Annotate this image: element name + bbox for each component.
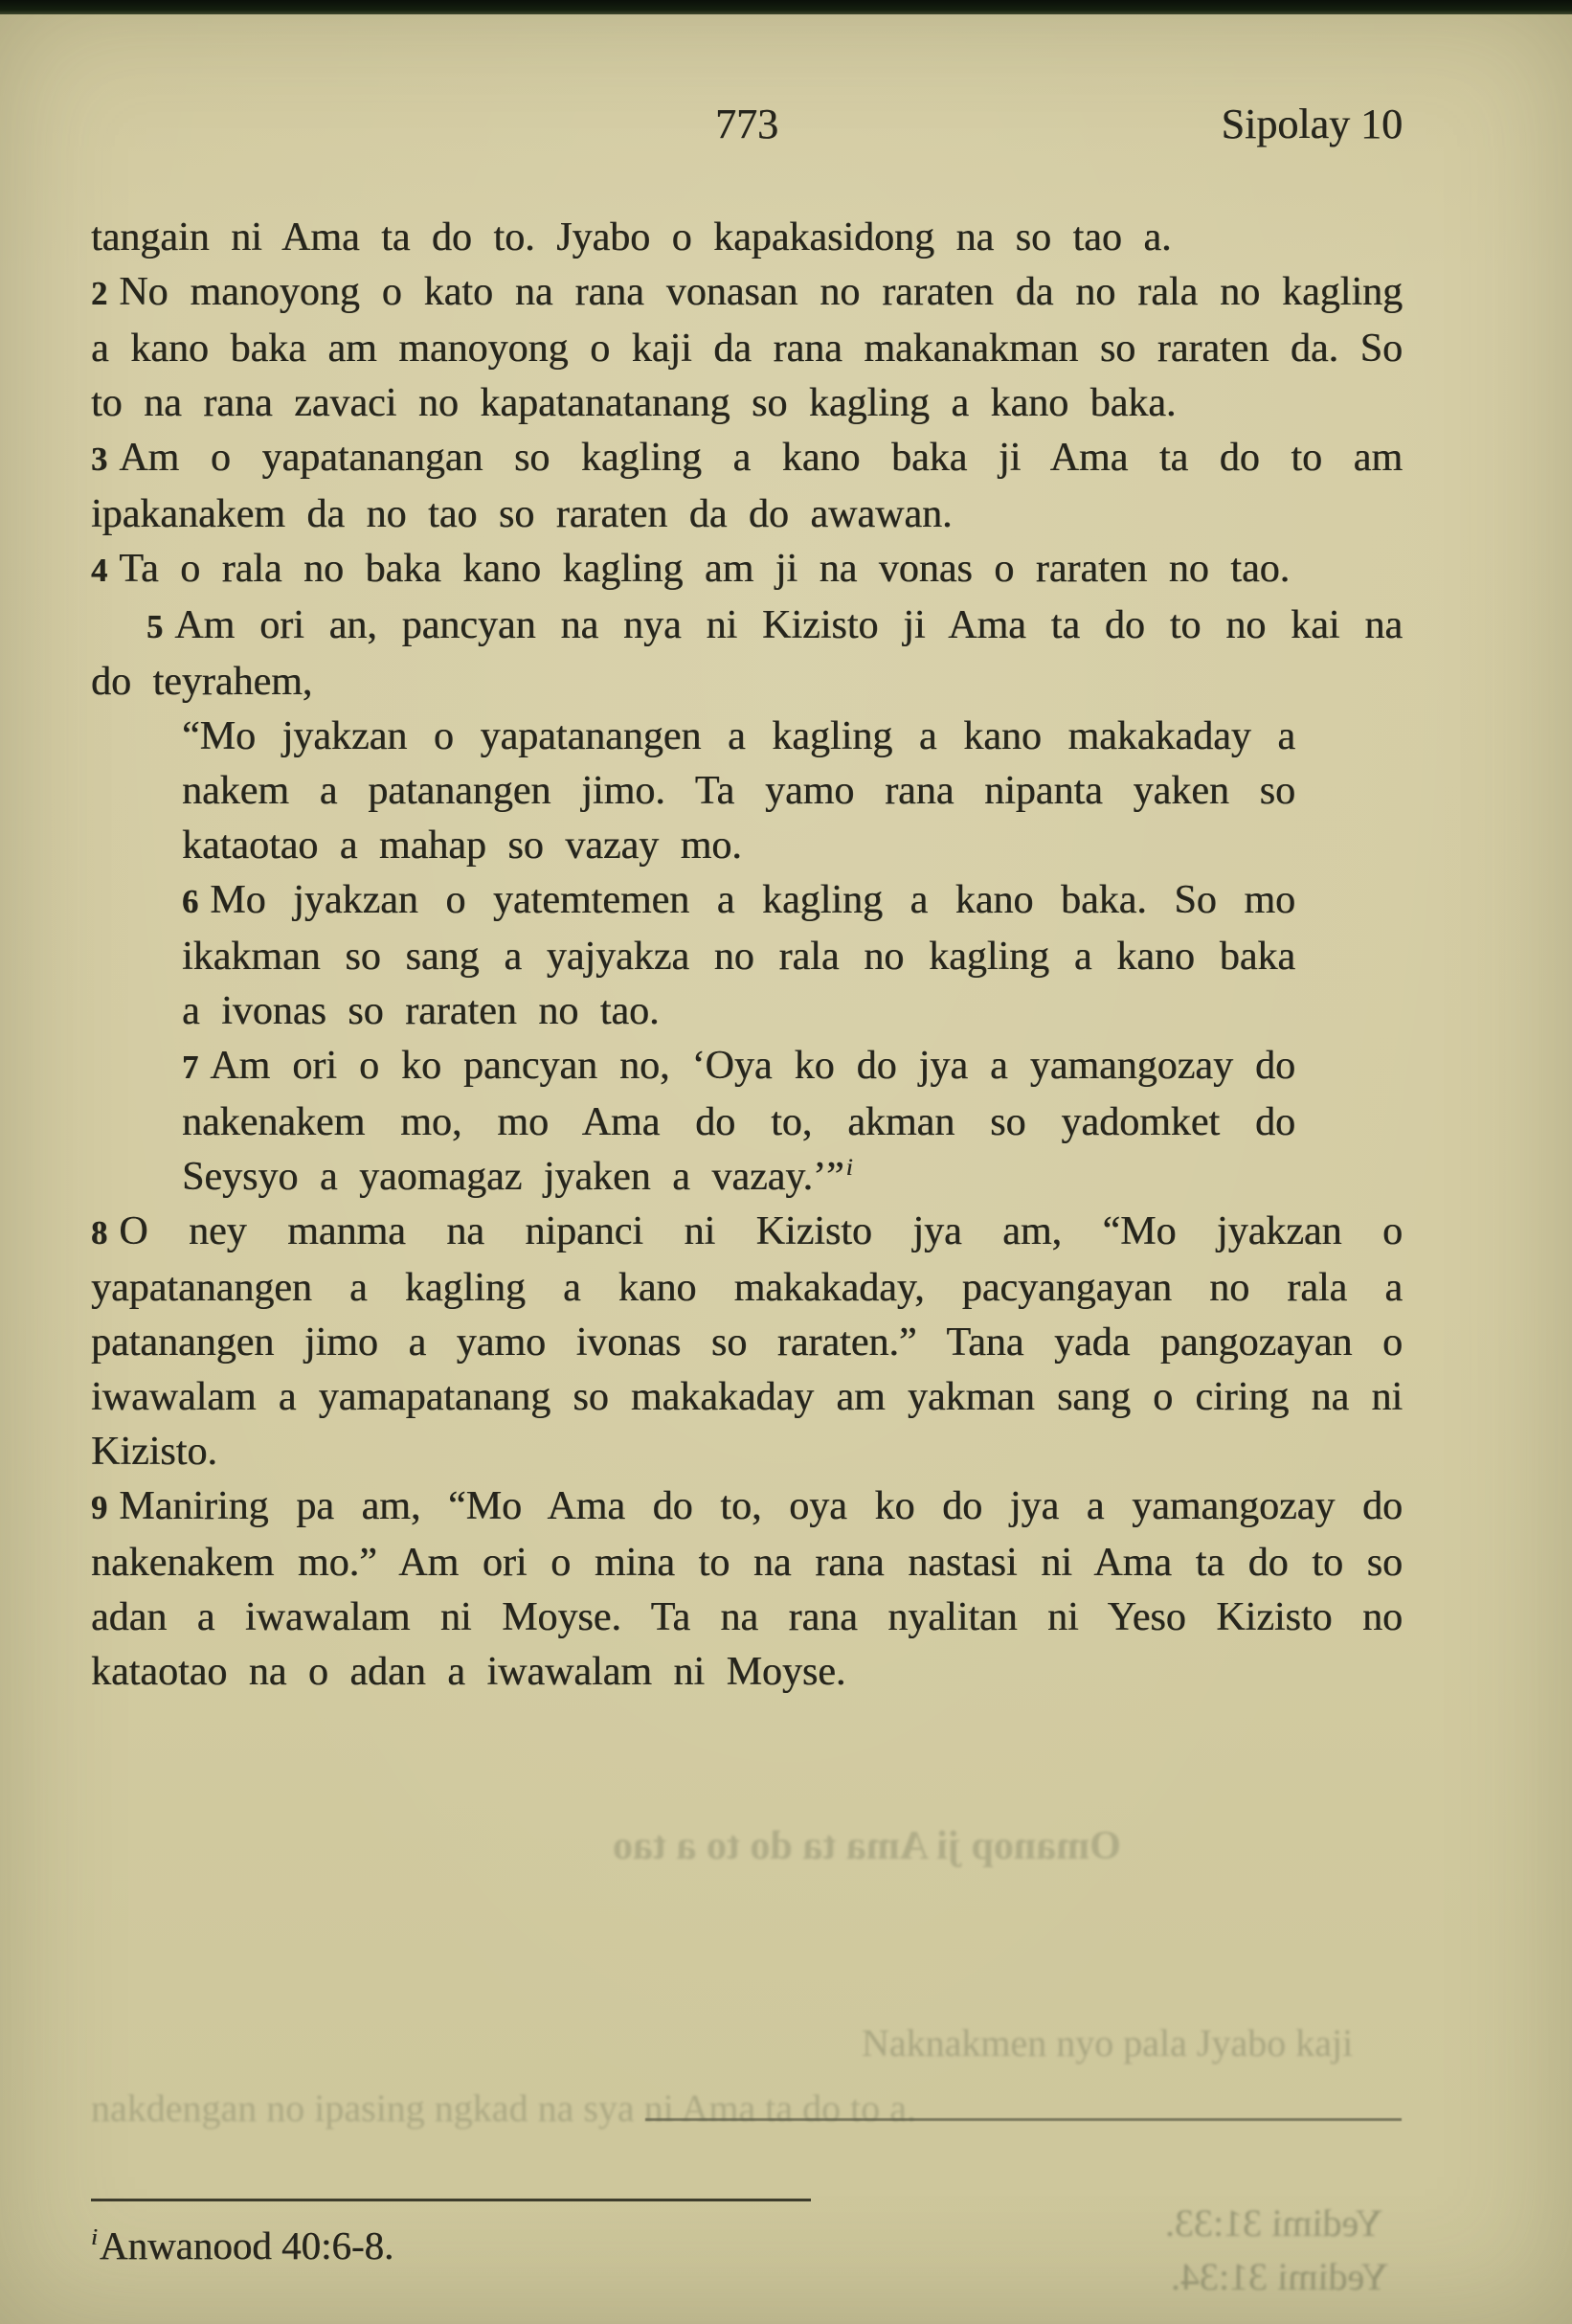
scan-edge-bar: [0, 0, 1572, 14]
verse-text: Am ori an, pancyan na nya ni Kizisto ji Ama ta do to no kai na do teyrahem,: [91, 603, 1403, 704]
verse-text: “Mo jyakzan o yapatanangen a kagling a kano makakaday a nakem a patanangen jimo. Ta yamo rana nipanta yaken so kataotao a mahap so vazay mo.: [182, 714, 1295, 868]
verse-number: 9: [91, 1490, 108, 1526]
page-header: [91, 100, 1403, 157]
bleed-through-rule: [645, 2118, 1402, 2121]
verse-number: 7: [182, 1049, 199, 1086]
verse-text: O ney manma na nipanci ni Kizisto jya am, “Mo jyakzan o yapatanangen a kagling a kano makakaday, pacyangayan no rala a patanangen jimo a yamo ivonas so raraten.” Tana yada pangozayan o iwawalam a yamapatanang so makakaday am yakman sang o ciring na ni Kizisto.: [91, 1209, 1403, 1474]
verse-7: [182, 1039, 1295, 1205]
verse-text: Ta o rala no baka kano kagling am ji na vonas o raraten no tao.: [119, 547, 1291, 591]
verse-number: 5: [146, 609, 164, 645]
verse-text: Am ori o ko pancyan no, ‘Oya ko do jya a yamangozay do nakenakem mo, mo Ama do to, akman so yadomket do Seysyo a yaomagaz jyaken a vazay.’”: [182, 1044, 1295, 1199]
footnote-rule: [91, 2199, 811, 2201]
footnote-marker: i: [91, 2224, 98, 2251]
footnote-reference: Anwanood 40:6-8.: [99, 2223, 394, 2268]
verse-8: [91, 1205, 1403, 1479]
verse-3: [91, 431, 1403, 542]
running-title: Sipolay 10: [1221, 101, 1403, 147]
verse-number: 2: [91, 276, 108, 312]
page-number: 773: [715, 101, 778, 147]
bleed-through-text: Naknakmen nyo pala Jyabo kaji: [862, 2021, 1354, 2065]
verse-text: Am o yapatanangan so kagling a kano baka ji Ama ta do to am ipakanakem da no tao so raraten da do awawan.: [91, 436, 1403, 536]
verse-9: [91, 1479, 1403, 1700]
verse-6: [182, 873, 1295, 1039]
footnote-marker: i: [845, 1155, 853, 1181]
paragraph-continuation: [91, 211, 1403, 265]
verse-2: [91, 265, 1403, 431]
body-text: [91, 211, 1403, 1700]
footnote: [91, 2222, 1403, 2268]
verse-text: No manoyong o kato na rana vonasan no raraten da no rala no kagling a kano baka am manoyong o kaji da rana makanakman so raraten da. So to na rana zavaci no kapatanatanang so kagling a kano baka.: [91, 270, 1403, 425]
bleed-through-text: Omanop ji Ama ta do to a tao: [613, 1824, 1121, 1868]
verse-text: Maniring pa am, “Mo Ama do to, oya ko do jya a yamangozay do nakenakem mo.” Am ori o mina to na rana nastasi ni Ama ta do to so adan a iwawalam ni Moyse. Ta na rana nyalitan ni Yeso Kizisto no kataotao na o adan a iwawalam ni Moyse.: [91, 1484, 1403, 1694]
verse-5-quotation: [182, 710, 1295, 873]
bleed-through-text: nakdengan no ipasing ngkad na sya ni Ama ta do to a.: [91, 2087, 917, 2130]
verse-number: 3: [91, 441, 108, 478]
verse-5: [91, 598, 1403, 710]
verse-number: 4: [91, 553, 108, 589]
verse-text: Mo jyakzan o yatemtemen a kagling a kano baka. So mo ikakman so sang a yajyakza no rala no kagling a kano baka a ivonas so raraten no tao.: [182, 878, 1295, 1033]
bleed-through-text: Yedimi 31:34.: [1170, 2255, 1388, 2298]
paragraph-text: tangain ni Ama ta do to. Jyabo o kapakasidong na so tao a.: [91, 215, 1172, 259]
verse-4: [91, 542, 1403, 598]
verse-number: 8: [91, 1215, 108, 1252]
bleed-through-text: Yedimi 31:33.: [1164, 2201, 1382, 2245]
footnote-area: [91, 2199, 1403, 2268]
verse-number: 6: [182, 884, 199, 920]
